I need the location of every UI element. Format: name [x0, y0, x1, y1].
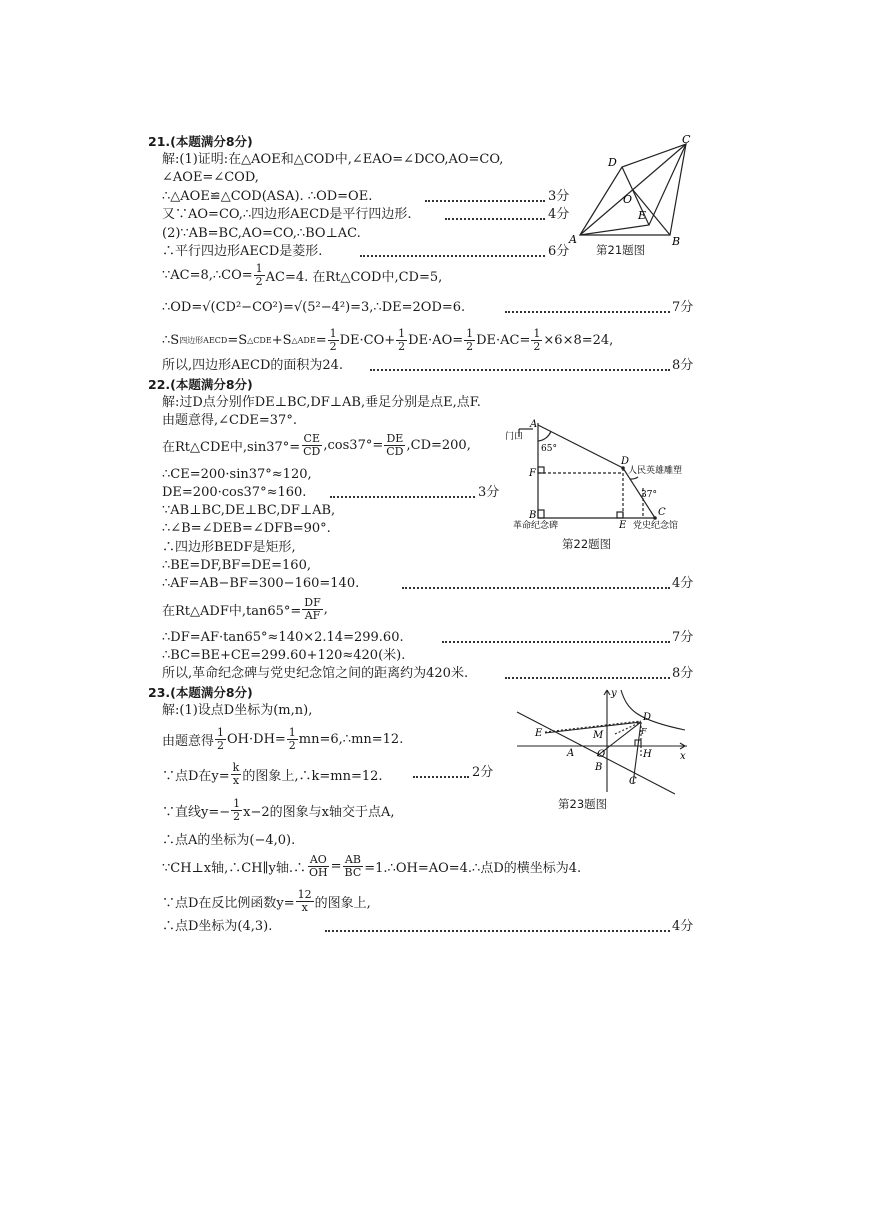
- point-label-d: D: [621, 456, 630, 467]
- text-run: 的图象上,: [314, 895, 371, 911]
- point-label-b: B: [672, 235, 681, 248]
- point-label-a: A: [567, 748, 575, 759]
- p23-line-8: ∴点D坐标为(4,3).: [162, 919, 273, 934]
- text-run: =: [315, 332, 327, 348]
- text-run: ∵AC=8,∴CO=: [162, 267, 253, 283]
- point-label-e: E: [638, 209, 647, 222]
- text-run: 的图象上,∴k=mn=12.: [242, 768, 383, 784]
- point-label-o: O: [597, 749, 606, 760]
- p21-line-1: 解:(1)证明:在△AOE和△COD中,∠EAO=∠DCO,AO=CO,: [162, 152, 504, 167]
- text-run: DE·AC=: [476, 332, 531, 348]
- point-label-c: C: [658, 507, 666, 518]
- score-leader: [445, 217, 545, 220]
- point-label-f: F: [529, 468, 536, 479]
- fraction-numerator: 1: [217, 725, 225, 739]
- p22-line-7: ∴∠B=∠DEB=∠DFB=90°.: [162, 521, 331, 536]
- text-run: ∵点D在反比例函数y=: [162, 895, 295, 911]
- score-leader: [413, 775, 469, 778]
- fraction: [307, 854, 330, 879]
- p22-line-13: ∴BC=BE+CE=299.60+120≈420(米).: [162, 648, 406, 663]
- fraction-denominator: 2: [398, 339, 406, 353]
- fraction: [254, 263, 265, 288]
- fraction: [396, 328, 407, 353]
- fraction-denominator: 2: [255, 274, 263, 288]
- p21-line-6: ∴平行四边形AECD是菱形.: [162, 244, 323, 259]
- fraction-numerator: 1: [533, 326, 541, 340]
- fraction-numerator: AB: [344, 852, 361, 866]
- text-run: +S: [271, 332, 292, 348]
- p23-line-3: [162, 759, 383, 789]
- fraction-denominator: 2: [329, 339, 337, 353]
- p22-line-12: ∴DF=AF·tan65°≈140×2.14=299.60.: [162, 630, 404, 645]
- fraction: [531, 328, 542, 353]
- fraction-numerator: 1: [233, 796, 241, 810]
- fraction-denominator: AF: [304, 608, 321, 622]
- text-run: 在Rt△ADF中,tan65°=: [162, 603, 302, 619]
- p21-line-10: 所以,四边形AECD的面积为24.: [162, 358, 344, 373]
- text-run: 在Rt△CDE中,sin37°=: [162, 439, 301, 455]
- text-run: =: [330, 858, 342, 874]
- text-run: 由题意得: [162, 733, 215, 749]
- score-leader: [330, 495, 475, 498]
- fraction-numerator: DE: [386, 431, 404, 445]
- fraction-denominator: CD: [386, 444, 404, 458]
- fraction-denominator: x: [232, 773, 240, 787]
- fraction-numerator: AO: [309, 852, 327, 866]
- fraction: [231, 762, 242, 787]
- text-run: =1.∴OH=AO=4.∴点D的横坐标为4.: [364, 860, 582, 876]
- score-leader: [360, 254, 545, 257]
- p23-line-1: 解:(1)设点D坐标为(m,n),: [162, 703, 313, 718]
- subscript: △ADE: [291, 335, 316, 345]
- p21-line-8: ∴OD=√(CD²−CO²)=√(5²−4²)=3,∴DE=2OD=6.: [162, 300, 466, 315]
- text-run: ,: [323, 601, 328, 617]
- point-label-h: H: [643, 749, 652, 760]
- score-mark: 6分: [548, 244, 570, 259]
- p21-line-2: ∠AOE=∠COD,: [162, 170, 259, 185]
- fraction-denominator: 2: [288, 738, 296, 752]
- fraction-numerator: 1: [466, 326, 474, 340]
- text-run: mn=6,∴mn=12.: [298, 731, 404, 747]
- gate-label: 门口: [505, 432, 524, 442]
- score-mark: 3分: [548, 189, 570, 204]
- score-leader: [402, 586, 670, 589]
- fraction-numerator: 1: [255, 261, 263, 275]
- text-run: ,CD=200,: [406, 437, 471, 453]
- point-label-b: B: [595, 762, 603, 773]
- point-label-d: D: [643, 712, 652, 723]
- score-leader: [505, 676, 670, 679]
- score-mark: 3分: [478, 485, 500, 500]
- p22-line-8: ∴四边形BEDF是矩形,: [162, 540, 296, 555]
- score-mark: 7分: [672, 630, 694, 645]
- fraction-numerator: 1: [398, 326, 406, 340]
- fraction-denominator: x: [301, 900, 308, 914]
- p22-line-4: ∴CE=200·sin37°≈120,: [162, 467, 312, 482]
- p22-line-10: ∴AF=AB−BF=300−160=140.: [162, 576, 360, 591]
- fraction-denominator: BC: [344, 865, 362, 879]
- fraction-denominator: 2: [533, 339, 541, 353]
- fraction-numerator: 1: [288, 725, 296, 739]
- text-run: AC=4. 在Rt△COD中,CD=5,: [265, 269, 443, 285]
- axis-label-x: x: [680, 751, 686, 762]
- figure-23-caption: 第23题图: [558, 797, 608, 811]
- p22-line-14: 所以,革命纪念碑与党史纪念馆之间的距离约为420米.: [162, 666, 469, 681]
- p23-line-2: [162, 724, 403, 754]
- p23-line-5: ∴点A的坐标为(−4,0).: [162, 833, 296, 848]
- fraction: [464, 328, 475, 353]
- text-run: ∵CH⊥x轴,∴CH∥y轴.∴: [162, 860, 307, 876]
- monument-label: 革命纪念碑: [513, 521, 559, 531]
- fraction: [215, 727, 226, 752]
- fraction-numerator: 12: [297, 887, 312, 901]
- score-mark: 2分: [472, 765, 494, 780]
- p22-line-11: [162, 594, 328, 624]
- text-run: ∵直线y=−: [162, 804, 231, 820]
- text-run: x−2的图象与x轴交于点A,: [243, 804, 395, 820]
- fraction: [343, 854, 364, 879]
- text-run: DE·AO=: [408, 332, 464, 348]
- problem-21-header: 21.(本题满分8分): [148, 134, 253, 149]
- p21-line-5: (2)∵AB=BC,AO=CO,∴BO⊥AC.: [162, 226, 361, 241]
- angle-65-label: 65°: [541, 444, 557, 454]
- score-leader: [325, 929, 670, 932]
- museum-label: 党史纪念馆: [633, 521, 679, 531]
- text-run: ,cos37°=: [323, 437, 384, 453]
- fraction-denominator: 2: [233, 809, 241, 823]
- score-mark: 4分: [548, 207, 570, 222]
- p22-line-1: 解:过D点分别作DE⊥BC,DF⊥AB,垂足分别是点E,点F.: [162, 395, 481, 410]
- point-c-dot: [653, 516, 657, 520]
- text-run: ×6×8=24,: [543, 332, 614, 348]
- score-leader: [370, 368, 670, 371]
- score-mark: 7分: [672, 300, 694, 315]
- fraction-denominator: 2: [466, 339, 474, 353]
- fraction: [287, 727, 298, 752]
- figure-23-diagram: [515, 686, 695, 796]
- point-label-d: D: [608, 156, 617, 169]
- p23-line-4: [162, 795, 395, 825]
- score-leader: [442, 640, 670, 643]
- fraction-numerator: k: [232, 760, 240, 774]
- angle-37-label: 37°: [641, 490, 657, 500]
- score-mark: 4分: [672, 919, 694, 934]
- p21-line-9: [162, 326, 613, 354]
- score-mark: 8分: [672, 358, 694, 373]
- score-mark: 8分: [672, 666, 694, 681]
- fraction-numerator: CE: [303, 431, 320, 445]
- fraction-numerator: 1: [329, 326, 337, 340]
- p22-line-6: ∵AB⊥BC,DE⊥BC,DF⊥AB,: [162, 503, 336, 518]
- figure-22-diagram: [505, 415, 700, 533]
- subscript: △CDE: [247, 335, 272, 345]
- point-label-o: O: [623, 193, 633, 206]
- problem-22-header: 22.(本题满分8分): [148, 377, 253, 392]
- score-mark: 4分: [672, 576, 694, 591]
- p21-line-3: ∴△AOE≌△COD(ASA). ∴OD=OE.: [162, 189, 373, 204]
- fraction-denominator: CD: [303, 444, 321, 458]
- p22-line-9: ∴BE=DF,BF=DE=160,: [162, 558, 311, 573]
- p22-line-3: [162, 430, 471, 460]
- fraction: [231, 798, 242, 823]
- p22-line-2: 由题意得,∠CDE=37°.: [162, 413, 297, 428]
- text-run: =S: [227, 332, 248, 348]
- problem-23-header: 23.(本题满分8分): [148, 685, 253, 700]
- p23-line-7: [162, 886, 371, 916]
- text-run: OH·DH=: [227, 731, 286, 747]
- fraction: [328, 328, 339, 353]
- point-label-b: B: [529, 510, 537, 521]
- point-label-m: M: [593, 730, 604, 741]
- fraction-denominator: OH: [309, 865, 328, 879]
- point-label-f: F: [641, 727, 647, 736]
- p21-line-7: [162, 262, 442, 288]
- text-run: ∴S: [162, 332, 180, 348]
- subscript: 四边形AECD: [179, 335, 228, 345]
- point-label-a: A: [530, 419, 538, 430]
- point-label-a: A: [569, 233, 577, 246]
- text-run: DE·CO+: [339, 332, 396, 348]
- point-label-e: E: [535, 728, 543, 739]
- figure-21-caption: 第21题图: [596, 243, 646, 257]
- score-leader: [505, 310, 670, 313]
- fraction: [296, 889, 314, 914]
- score-leader: [425, 199, 545, 202]
- fraction: [302, 597, 322, 622]
- axis-label-y: y: [611, 688, 617, 699]
- point-label-c: C: [629, 776, 637, 787]
- fraction-denominator: 2: [217, 738, 225, 752]
- p21-line-4: 又∵AO=CO,∴四边形AECD是平行四边形.: [162, 207, 412, 222]
- text-run: ∵点D在y=: [162, 768, 230, 784]
- hero-statue-label: 人民英雄雕塑: [628, 466, 683, 476]
- fraction-numerator: DF: [304, 595, 321, 609]
- figure-21-diagram: [565, 133, 700, 258]
- figure-22-caption: 第22题图: [562, 537, 612, 551]
- point-label-c: C: [682, 133, 691, 146]
- fraction: [301, 433, 322, 458]
- fraction: [384, 433, 405, 458]
- p23-line-6: [162, 851, 581, 881]
- p22-line-5: DE=200·cos37°≈160.: [162, 485, 307, 500]
- point-label-e: E: [619, 520, 627, 531]
